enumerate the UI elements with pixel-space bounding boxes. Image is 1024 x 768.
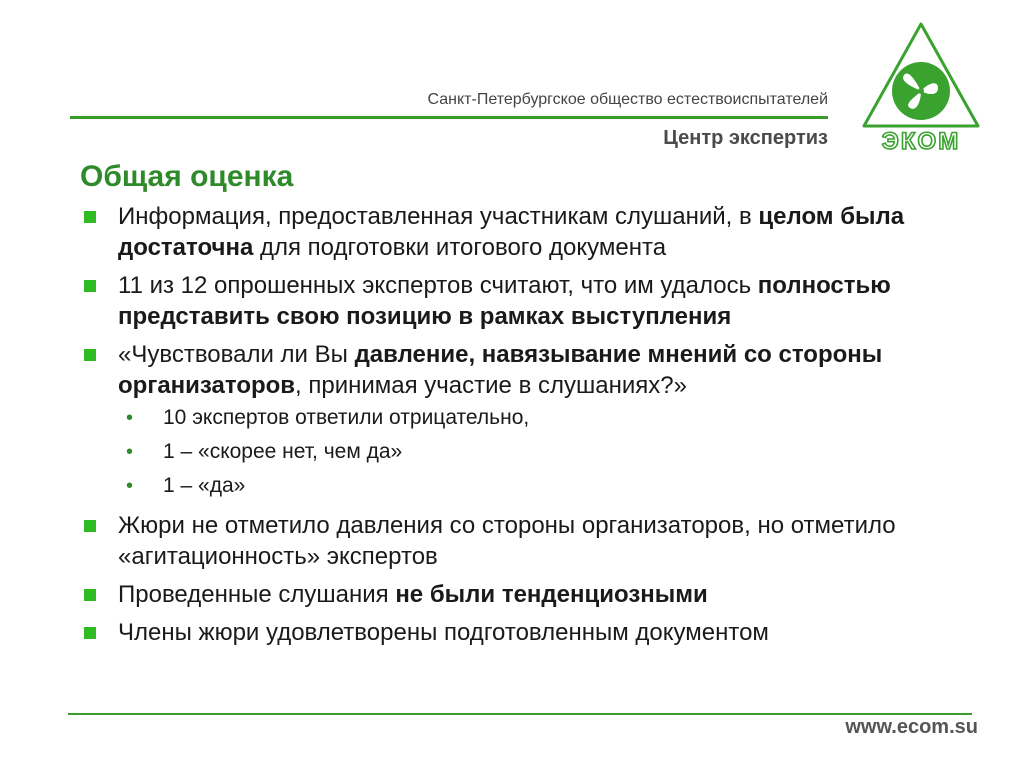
slide-title: Общая оценка <box>80 160 294 193</box>
bullet-pressure-question: «Чувствовали ли Вы давление, навязывание мнений со стороны организаторов, принимая участие в слушаниях?» <box>84 339 984 401</box>
bullet-information-sufficient: Информация, предоставленная участникам слушаний, в целом была достаточна для подготовки итогового документа <box>84 201 984 263</box>
center-name: Центр экспертиз <box>663 127 828 149</box>
bullet-emphasis: полностью представить свою позицию в рамках выступления <box>118 272 891 330</box>
website-url[interactable]: www.ecom.su <box>845 716 978 738</box>
organization-name: Санкт-Петербургское общество естествоиспытателей <box>427 91 828 108</box>
bullet-square-icon <box>84 280 96 292</box>
ecom-logo <box>856 18 986 158</box>
bullet-not-tendentious: Проведенные слушания не были тенденциозными <box>84 579 984 610</box>
bullet-experts-position: 11 из 12 опрошенных экспертов считают, что им удалось полностью представить свою позицию в рамках выступления <box>84 270 984 332</box>
bullet-square-icon <box>84 211 96 223</box>
bullet-jury-satisfied: Члены жюри удовлетворены подготовленным документом <box>84 617 984 648</box>
logo-wordmark: ЭКОМ <box>881 128 961 155</box>
sub-bullet: • 1 – «да» <box>84 469 984 503</box>
footer-divider <box>68 713 972 715</box>
bullet-square-icon <box>84 589 96 601</box>
bullet-jury-pressure: Жюри не отметило давления со стороны организаторов, но отметило «агитационность» экспертов <box>84 510 984 572</box>
sub-bullet: • 1 – «скорее нет, чем да» <box>84 435 984 469</box>
sub-bullet: • 10 экспертов ответили отрицательно, <box>84 401 984 435</box>
bullet-square-icon <box>84 627 96 639</box>
bullet-emphasis: целом была достаточна <box>118 203 905 261</box>
slide-body <box>84 201 984 648</box>
bullet-square-icon <box>84 520 96 532</box>
header-divider <box>70 116 828 119</box>
bullet-dot-icon: • <box>126 407 134 429</box>
bullet-square-icon <box>84 349 96 361</box>
bullet-dot-icon: • <box>126 441 134 463</box>
bullet-emphasis: не были тенденциозными <box>395 581 708 608</box>
bullet-emphasis: давление, навязывание мнений со стороны организаторов <box>118 341 883 399</box>
bullet-dot-icon: • <box>126 475 134 497</box>
